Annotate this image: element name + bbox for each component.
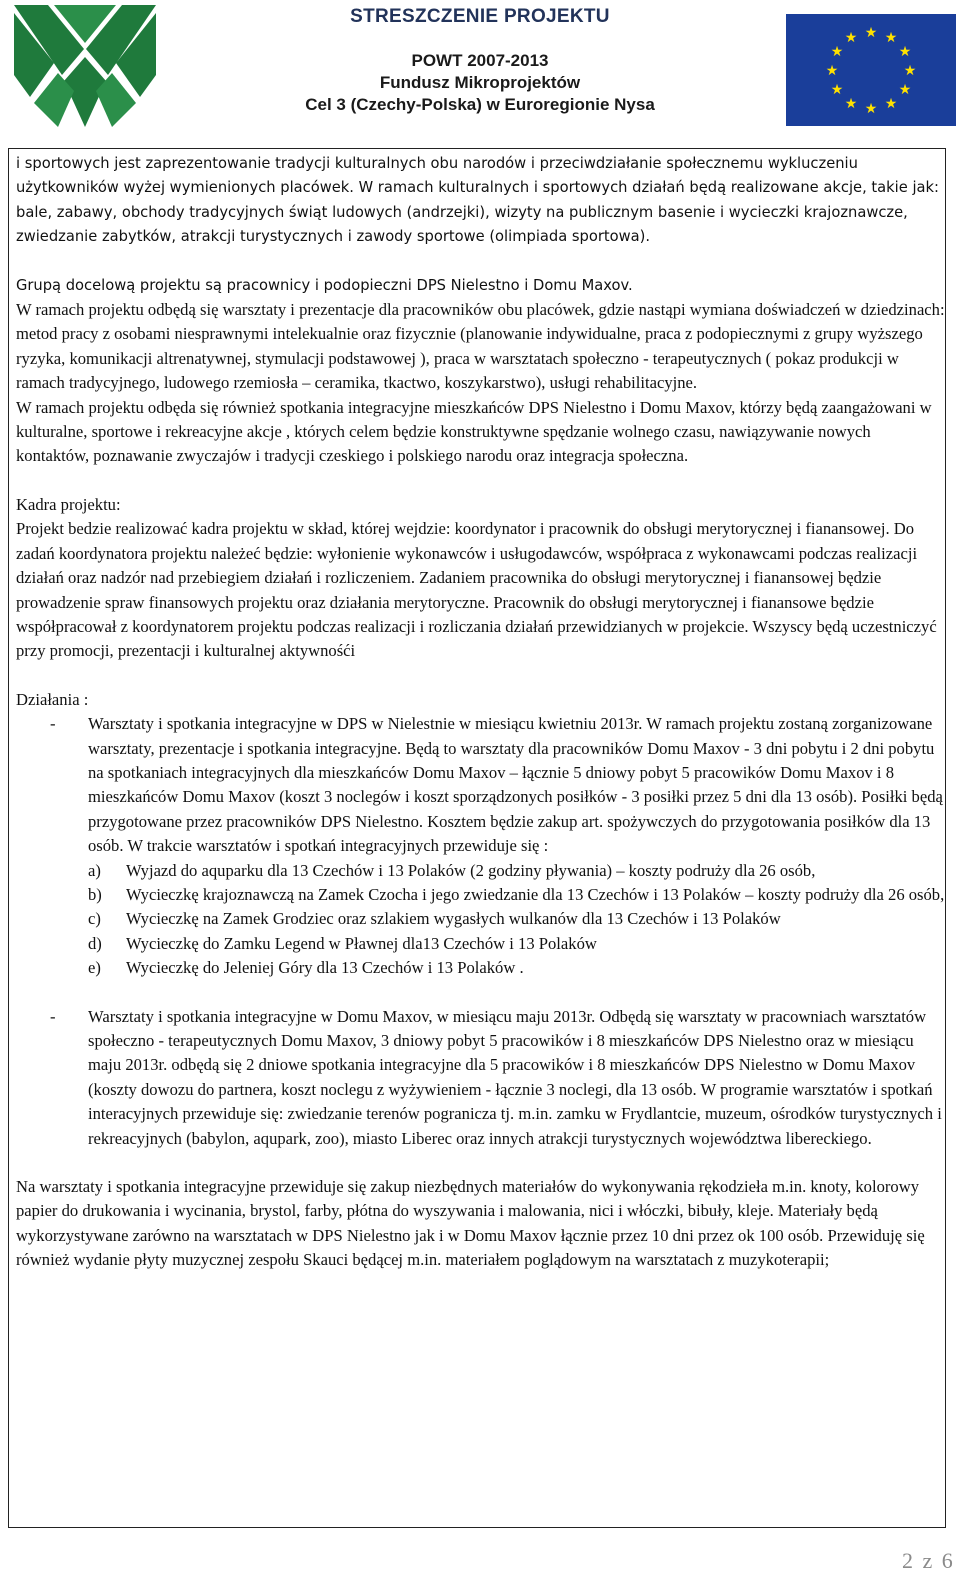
svg-text:★: ★ — [903, 63, 917, 79]
header-fund: Fundusz Mikroprojektów — [379, 73, 581, 92]
sublist-item — [16, 883, 946, 907]
document-body — [16, 152, 946, 1273]
header-text — [200, 6, 760, 116]
list-dash: - — [50, 714, 56, 734]
sublist-text: Wycieczkę do Jeleniej Góry dla 13 Czechów i 13 Polaków . — [126, 958, 524, 978]
paragraph-goals: i sportowych jest zaprezentowanie tradycji kulturalnych obu narodów i przeciwdziałanie społecznemu wykluczeniu użytkowników wyżej wymienionych placówek. W ramach kulturalnych i sportowych działań będą realizowane akcje, takie jak: bale, zabawy, obchody tradycyjnych świąt ludowych (andrzejki), wizyty na publicznym basenie i wycieczki krajoznawcze, zwiedzanie zabytków, atrakcji turystycznych i zawody sportowe (olimpiada sportowa). — [16, 155, 940, 246]
program-logo-icon — [14, 5, 156, 127]
sublist-label: c) — [88, 909, 101, 929]
svg-text:★: ★ — [864, 101, 878, 117]
paragraph-staff: Projekt bedzie realizować kadra projektu w skład, której wejdzie: koordynator i pracownik do obsługi merytorycznej i fianansowej. Do zadań koordynatora projektu należeć będzie: wyłonienie wykonawców i usługodawców, współpraca z wykonawcami podczas realizacji działań oraz nadzór nad przebiegiem działań i rozliczeniem. Zadaniem pracownika do obsługi merytorycznej i fianansowej będzie prowadzenie spraw finansowych projektu oraz działania merytoryczne. Pracownik do obsługi merytorycznej i fianansowe będzie współpracował z koordynatorem projektu podczas realizacji i rozliczania działań przewidzianych w projekcie. Wszyscy będą uczestniczyć przy promocji, prezentacji i kulturalnej aktywnośći — [16, 519, 937, 661]
sublist-text: Wycieczkę krajoznawczą na Zamek Czocha i jego zwiedzanie dla 13 Czechów i 13 Polaków – koszty podruży dla 26 osób, — [126, 884, 945, 904]
sublist-item — [16, 907, 946, 931]
paragraph-materials: Na warsztaty i spotkania integracyjne przewiduje się zakup niezbędnych materiałów do wykonywania rękodzieła m.in. knoty, kolorowy papier do drukowania i wycinania, brystol, farby, płótna do wyszywania i malowania, nici i włóczki, bibuły, kleje. Materiały będą wykorzystywane zarówno na warsztatach w DPS Nielestno jak i w Domu Maxov łącznie przez 10 dni przez ok 100 osób. Przewiduję się również wydanie płyty muzycznej zespołu Skauci będącej m.in. materiałem poglądowym na warsztatach z muzykoterapii; — [16, 1177, 925, 1270]
svg-text:★: ★ — [884, 30, 898, 46]
section-heading-actions: Działania : — [16, 689, 89, 709]
header-program: POWT 2007-2013 — [411, 51, 549, 70]
section-heading-staff: Kadra projektu: — [16, 494, 121, 514]
svg-text:★: ★ — [825, 63, 839, 79]
sublist-text: Wycieczkę na Zamek Grodziec oraz szlakiem wygasłych wulkanów dla 13 Czechów i 13 Polaków — [126, 909, 781, 929]
sublist-text: Wycieczkę do Zamku Legend w Pławnej dla13 Czechów i 13 Polaków — [126, 933, 597, 953]
svg-text:★: ★ — [844, 96, 858, 112]
sublist-label: b) — [88, 884, 102, 904]
svg-text:★: ★ — [830, 82, 844, 98]
eu-flag-icon — [786, 14, 956, 126]
list-item — [16, 1005, 946, 1151]
list-item — [16, 712, 946, 858]
svg-text:★: ★ — [898, 44, 912, 60]
svg-text:★: ★ — [864, 25, 878, 41]
paragraph-meetings: W ramach projektu odbęda się również spotkania integracyjne mieszkańców DPS Nielestno i Domu Maxov, którzy będą zaangażowani w kulturalne, sportowe i rekreacyjne akcje , których celem będzie konstruktywne spędzanie wolnego czasu, nawiązywanie nowych kontaktów, poznawanie zwyczajów i tradycji czeskiego i polskiego narodu oraz integracja społeczna. — [16, 397, 932, 466]
sublist-label: d) — [88, 933, 102, 953]
sublist-item — [16, 932, 946, 956]
page-number: 2 z 6 — [902, 1548, 955, 1573]
svg-text:★: ★ — [844, 30, 858, 46]
sublist-item — [16, 859, 946, 883]
header-title: STRESZCZENIE PROJEKTU — [350, 6, 610, 27]
svg-text:★: ★ — [898, 82, 912, 98]
paragraph-workshops: W ramach projektu odbędą się warsztaty i prezentacje dla pracowników obu placówek, gdzie nastąpi wymiana doświadczeń w dziedzinach: metod pracy z osobami niesprawnymi intelekualnie oraz fizycznie (planowanie indywidualne, praca z podopiecznymi z grupy wyższego ryzyka, komunikacji altrenatywnej, stymulacji podstawowej ), praca w warsztatach społeczno - terapeutycznych ( pokaz produkcji w ramach tradycyjnego, ludowego rzemiosła – ceramika, tkactwo, koszykarstwo), usługi rehabilitacyjne. — [16, 300, 945, 393]
list-item-text: Warsztaty i spotkania integracyjne w DPS w Nielestnie w miesiącu kwietniu 2013r. W ramach projektu zostaną zorganizowane warsztaty, prezentacje i spotkania integracyjne. Będą to warsztaty dla pracowników Domu Maxov - 3 dni pobytu i 2 dni pobytu na spotkaniach integracyjnych dla mieszkańców Domu Maxov – łącznie 5 dniowy pobyt 5 pracowików Domu Maxov i 8 mieszkańców Domu Maxov (koszt 3 noclegów i koszt sporządzonych posiłków - 3 posiłki przez 5 dni dla 13 osób). Posiłki będą przygotowane przez pracowników DPS Nielestno. Kosztem będzie zakup art. spożywczych do przygotowania posiłków dla 13 osób. W trakcie warsztatów i spotkań integracyjnych przewiduje się : — [88, 714, 943, 856]
svg-text:★: ★ — [830, 44, 844, 60]
header-goal: Cel 3 (Czechy-Polska) w Euroregionie Nysa — [305, 95, 655, 114]
paragraph-target-group: Grupą docelową projektu są pracownicy i podopieczni DPS Nielestno i Domu Maxov. — [16, 276, 633, 294]
list-dash: - — [50, 1006, 56, 1026]
sublist-text: Wyjazd do aquparku dla 13 Czechów i 13 Polaków (2 godziny pływania) – koszty podruży dla 26 osób, — [126, 860, 816, 880]
sublist-label: e) — [88, 958, 101, 978]
sublist-item — [16, 956, 946, 980]
document-header — [0, 0, 960, 140]
svg-text:★: ★ — [884, 96, 898, 112]
sublist-label: a) — [88, 860, 101, 880]
list-item-text: Warsztaty i spotkania integracyjne w Domu Maxov, w miesiącu maju 2013r. Odbędą się warsztaty w pracowniach warsztatów społeczno - terapeutycznych Domu Maxov, 3 dniowy pobyt 5 pracowików i 8 mieszkańców DPS Nielestno oraz w miesiącu maju 2013r. odbędą się 2 dniowe spotkania integracyjne dla 5 pracowików i 8 mieszkańców DPS Nielestno w Domu Maxov (koszty dowozu do partnera, koszt noclegu z wyżywieniem - łącznie 3 noclegi, dla 13 osób. W programie warsztatów i spotkań interacyjnych przewiduje się: zwiedzanie terenów pogranicza tj. m.in. zamku w Frydlantcie, muzeum, ośrodków turystycznych i rekreacyjnych (babylon, aqupark, zoo), miasto Liberec oraz innych atrakcji turystycznych województwa libereckiego. — [88, 1006, 942, 1148]
